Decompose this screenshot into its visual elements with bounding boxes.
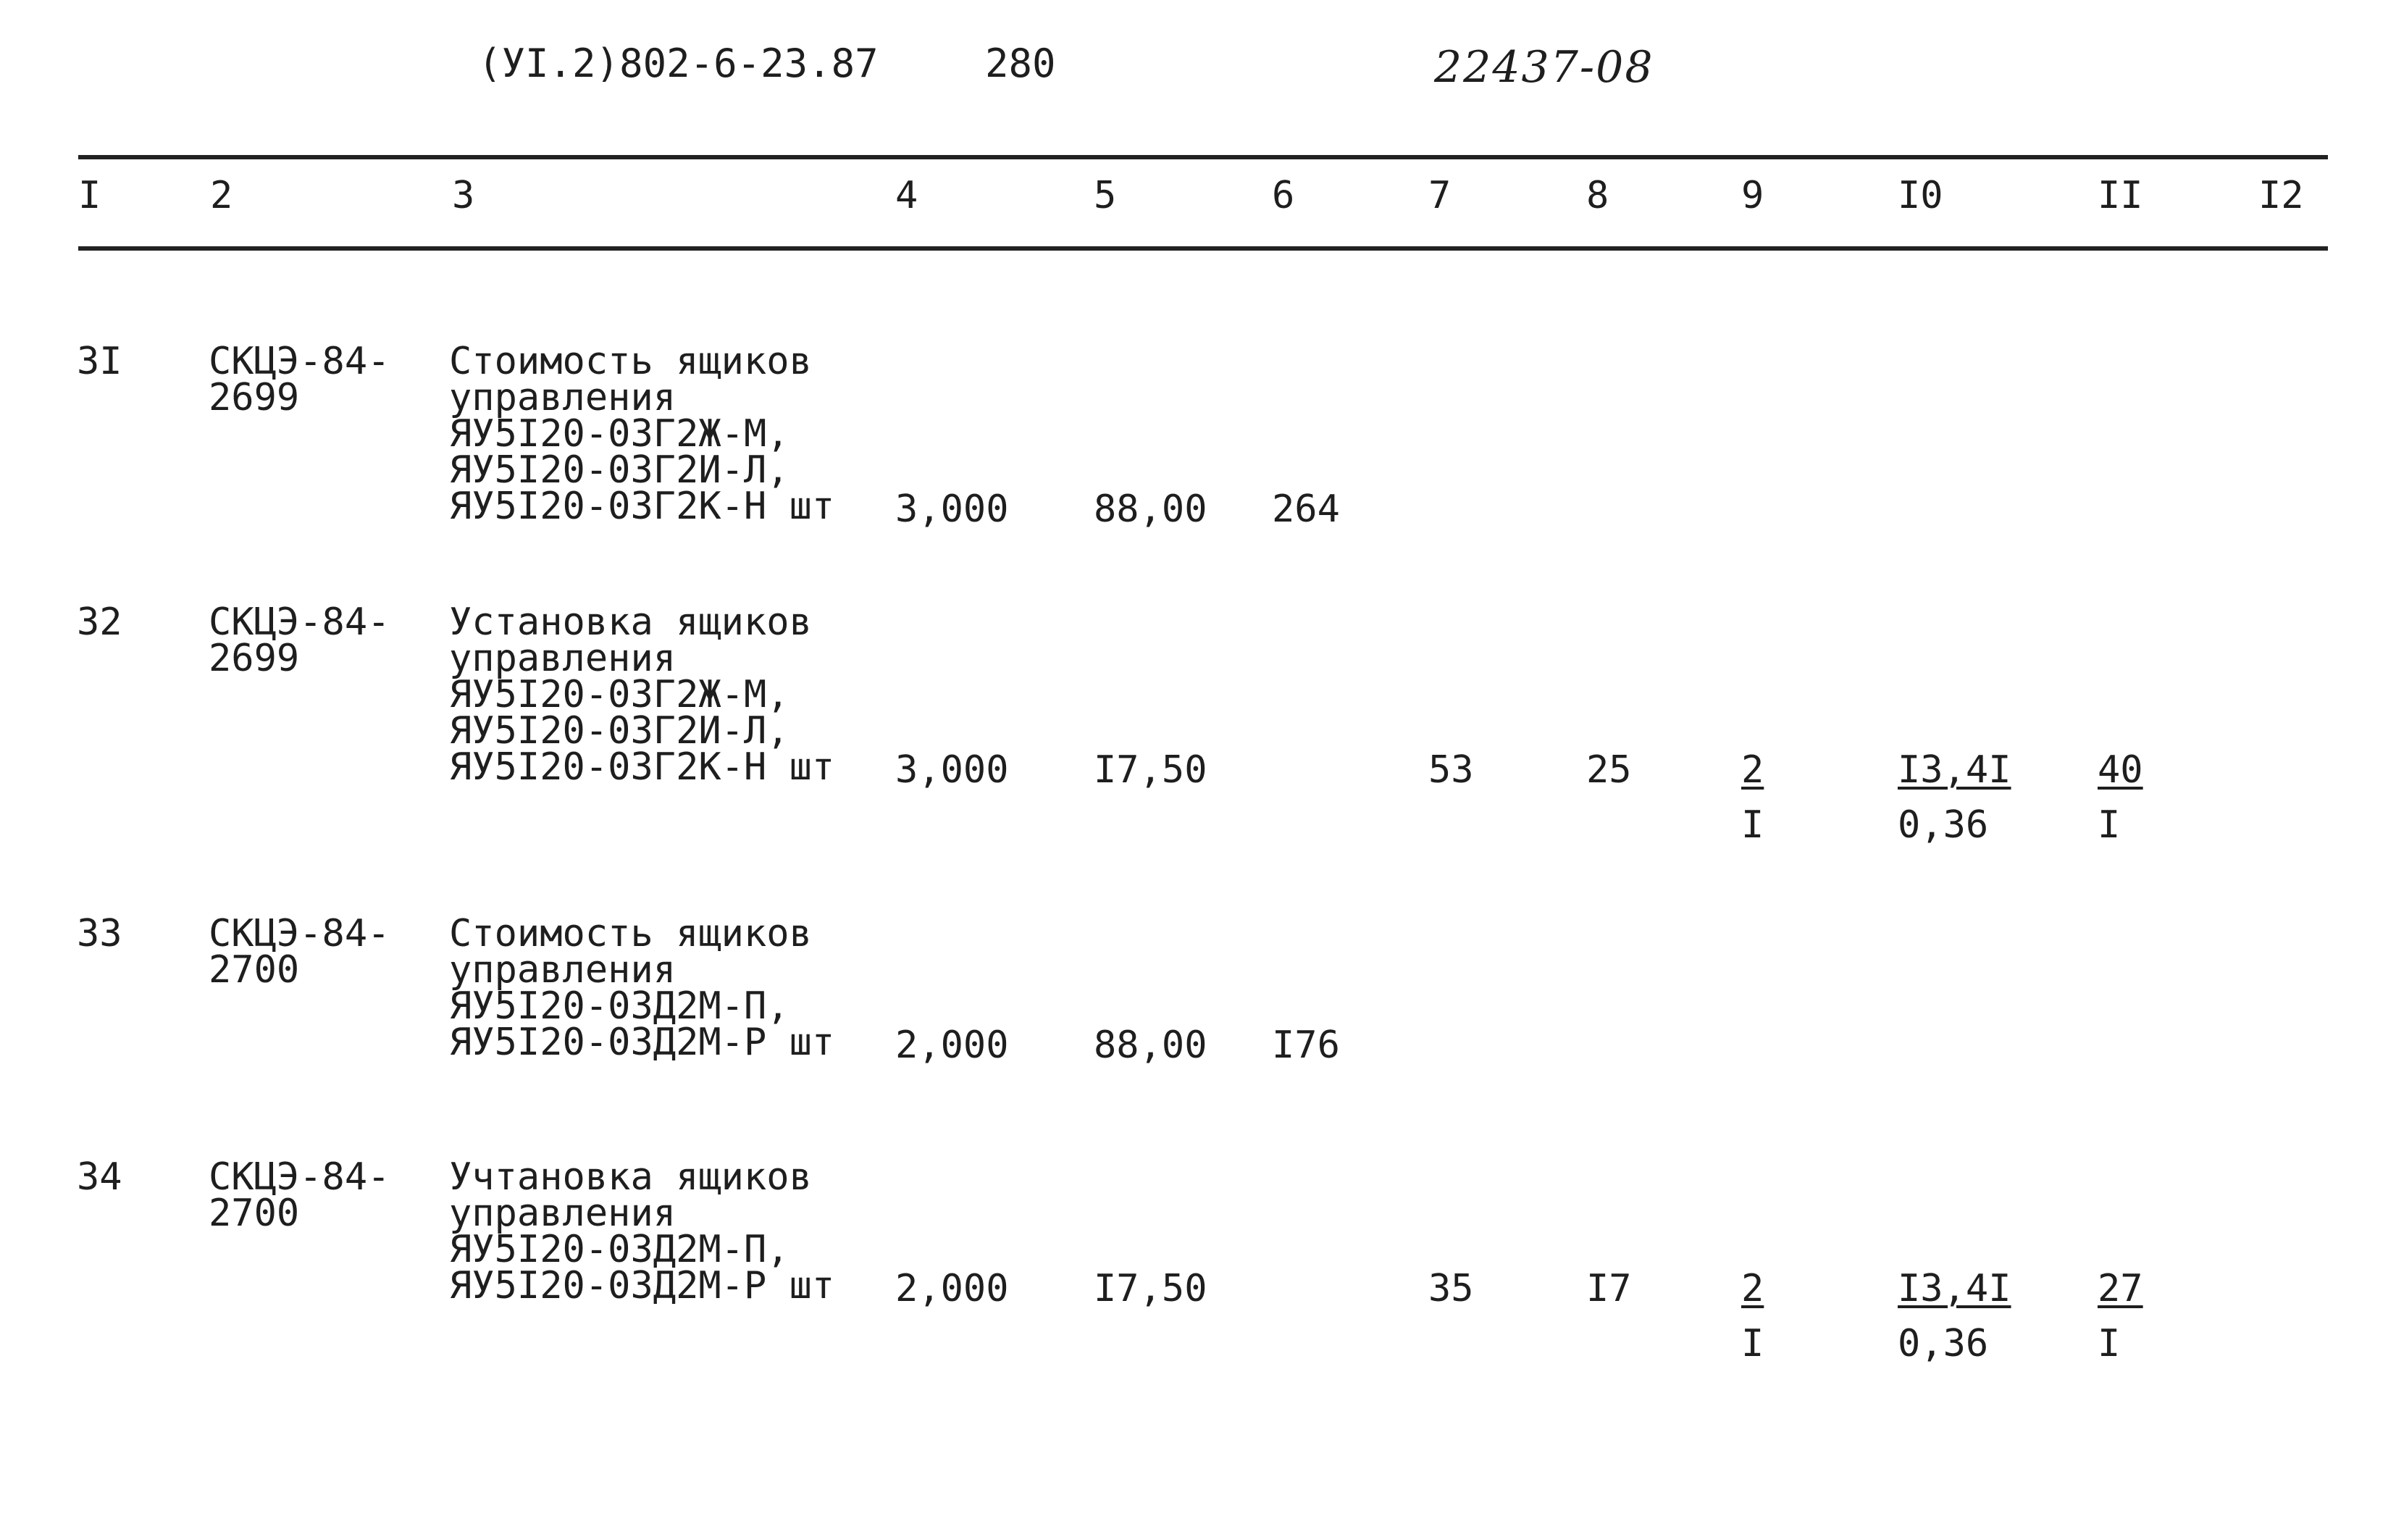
- quantity: 2,000: [895, 1024, 1009, 1067]
- item-description: [449, 340, 835, 528]
- estimate-code-line: СКЦЭ-84-: [209, 340, 390, 383]
- unit-price: 88,00: [1094, 1024, 1207, 1067]
- estimate-code-line: 2700: [209, 948, 300, 992]
- item-description: [449, 912, 835, 1064]
- row-number: 34: [77, 1155, 122, 1199]
- description-line: Стоимость ящиков: [449, 340, 812, 383]
- estimate-code-line: 2700: [209, 1192, 300, 1235]
- col7-value: 53: [1428, 748, 1474, 792]
- header-bottom-rule: [78, 246, 2328, 251]
- description-line: ЯУ5I20-03Д2М-П,: [449, 1228, 789, 1271]
- col7-value: 35: [1428, 1267, 1474, 1310]
- estimate-code-line: СКЦЭ-84-: [209, 912, 390, 955]
- column-number: 2: [210, 174, 233, 217]
- description-line: ЯУ5I20-03Г2Ж-М,: [449, 673, 789, 716]
- item-description: [449, 600, 835, 789]
- col11-denominator: I: [2098, 1322, 2121, 1365]
- column-number: 5: [1094, 174, 1117, 217]
- page-number: 280: [985, 41, 1056, 86]
- description-line: ЯУ5I20-03Г2К-Н шт: [449, 745, 835, 789]
- description-line: Установка ящиков: [449, 600, 812, 644]
- column-number: 9: [1741, 174, 1764, 217]
- description-line: ЯУ5I20-03Д2М-Р шт: [449, 1264, 835, 1307]
- estimate-code-line: 2699: [209, 376, 300, 419]
- unit-price: 88,00: [1094, 487, 1207, 531]
- col9-numerator: 2: [1741, 1267, 1764, 1310]
- item-description: [449, 1155, 835, 1307]
- column-number: II: [2098, 174, 2143, 217]
- column-number: 4: [895, 174, 918, 217]
- quantity: 3,000: [895, 487, 1009, 531]
- quantity: 2,000: [895, 1267, 1009, 1310]
- column-number: I2: [2258, 174, 2304, 217]
- col11-numerator: 27: [2098, 1267, 2143, 1310]
- description-line: ЯУ5I20-03Д2М-Р шт: [449, 1021, 835, 1064]
- description-line: ЯУ5I20-03Г2К-Н шт: [449, 485, 835, 528]
- col8-value: 25: [1586, 748, 1632, 792]
- estimate-code: [209, 1155, 390, 1235]
- column-number: I: [78, 174, 101, 217]
- table-top-rule: [78, 155, 2328, 159]
- col10-numerator: I3,4I: [1898, 748, 2011, 792]
- description-line: управления: [449, 637, 677, 680]
- description-line: ЯУ5I20-03Г2И-Л,: [449, 709, 789, 753]
- column-number: I0: [1898, 174, 1943, 217]
- col9-denominator: I: [1741, 803, 1764, 847]
- document-code: (УI.2)802-6-23.87: [478, 41, 879, 86]
- col9-numerator: 2: [1741, 748, 1764, 792]
- quantity: 3,000: [895, 748, 1009, 792]
- col11-numerator: 40: [2098, 748, 2143, 792]
- unit-price: I7,50: [1094, 1267, 1207, 1310]
- row-number: 3I: [77, 340, 122, 383]
- column-number: 3: [452, 174, 475, 217]
- column-number: 7: [1428, 174, 1452, 217]
- description-line: Учтановка ящиков: [449, 1155, 812, 1199]
- unit-price: I7,50: [1094, 748, 1207, 792]
- col10-denominator: 0,36: [1898, 1322, 1989, 1365]
- estimate-code: [209, 340, 390, 419]
- description-line: управления: [449, 1192, 677, 1235]
- total-cost: 264: [1272, 487, 1340, 531]
- estimate-code-line: 2699: [209, 637, 300, 680]
- estimate-code-line: СКЦЭ-84-: [209, 1155, 390, 1199]
- col10-denominator: 0,36: [1898, 803, 1989, 847]
- estimate-code: [209, 600, 390, 680]
- col10-numerator: I3,4I: [1898, 1267, 2011, 1310]
- description-line: управления: [449, 948, 677, 992]
- col8-value: I7: [1586, 1267, 1632, 1310]
- description-line: управления: [449, 376, 677, 419]
- col9-denominator: I: [1741, 1322, 1764, 1365]
- column-number: 8: [1586, 174, 1609, 217]
- document-number: 22437-08: [1434, 42, 1654, 93]
- col11-denominator: I: [2098, 803, 2121, 847]
- estimate-code-line: СКЦЭ-84-: [209, 600, 390, 644]
- row-number: 33: [77, 912, 122, 955]
- estimate-code: [209, 912, 390, 992]
- description-line: ЯУ5I20-03Г2Ж-М,: [449, 412, 789, 456]
- description-line: Стоимость ящиков: [449, 912, 812, 955]
- description-line: ЯУ5I20-03Д2М-П,: [449, 984, 789, 1028]
- row-number: 32: [77, 600, 122, 644]
- column-number: 6: [1272, 174, 1295, 217]
- description-line: ЯУ5I20-03Г2И-Л,: [449, 448, 789, 492]
- total-cost: I76: [1272, 1024, 1340, 1067]
